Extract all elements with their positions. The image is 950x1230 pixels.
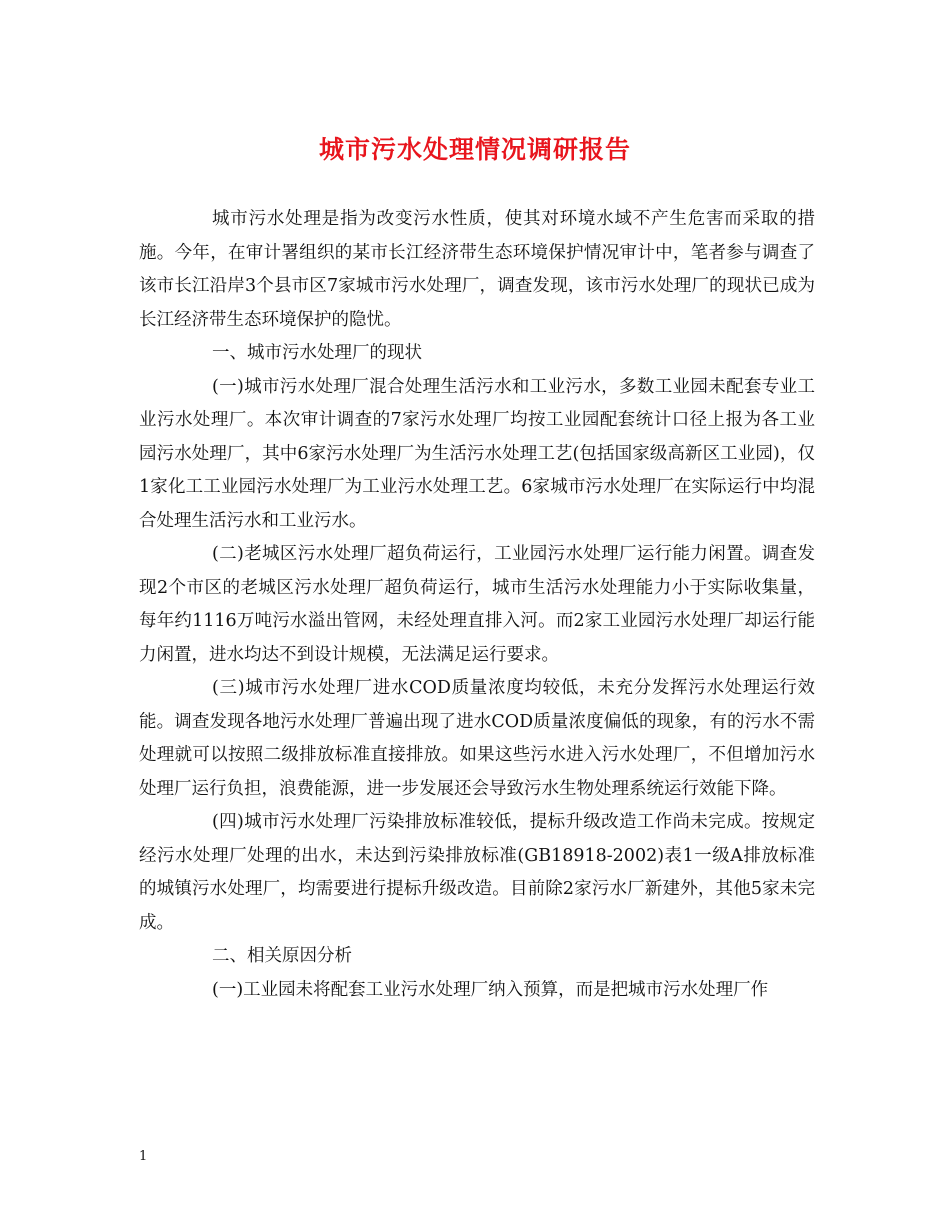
section-heading-2: 二、相关原因分析 xyxy=(212,946,352,966)
document-body xyxy=(139,203,815,1007)
paragraph-status-4: (四)城市污水处理厂污染排放标准较低，提标升级改造工作尚未完成。按规定经污水处理厂处理的出水，未达到污染排放标准(GB18918-2002)表1一级A排放标准的城镇污水处理厂，均需要进行提标升级改造。目前除2家污水厂新建外，其他5家未完成。 xyxy=(139,812,815,933)
paragraph-cause-1: (一)工业园未将配套工业污水处理厂纳入预算，而是把城市污水处理厂作 xyxy=(212,979,769,1000)
page-number: 1 xyxy=(139,1149,148,1164)
paragraph-status-2: (二)老城区污水处理厂超负荷运行，工业园污水处理厂运行能力闲置。调查发现2个市区的老城区污水处理厂超负荷运行，城市生活污水处理能力小于实际收集量，每年约1116万吨污水溢出管网，未经处理直排入河。而2家工业园污水处理厂却运行能力闲置，进水均达不到设计规模，无法满足运行要求。 xyxy=(139,544,815,665)
page-title: 城市污水处理情况调研报告 xyxy=(318,135,631,164)
section-heading-1: 一、城市污水处理厂的现状 xyxy=(212,343,422,363)
paragraph-status-3: (三)城市污水处理厂进水COD质量浓度均较低，未充分发挥污水处理运行效能。调查发现各地污水处理厂普遍出现了进水COD质量浓度偏低的现象，有的污水不需处理就可以按照二级排放标准直接排放。如果这些污水进入污水处理厂，不但增加污水处理厂运行负担，浪费能源，进一步发展还会导致污水生物处理系统运行效能下降。 xyxy=(139,678,815,799)
paragraph-status-1: (一)城市污水处理厂混合处理生活污水和工业污水，多数工业园未配套专业工业污水处理厂。本次审计调查的7家污水处理厂均按工业园配套统计口径上报为各工业园污水处理厂，其中6家污水处理厂为生活污水处理工艺(包括国家级高新区工业园)，仅1家化工工业园污水处理厂为工业污水处理工艺。6家城市污水处理厂在实际运行中均混合处理生活污水和工业污水。 xyxy=(139,376,815,531)
intro-paragraph: 城市污水处理是指为改变污水性质，使其对环境水域不产生危害而采取的措施。今年，在审计署组织的某市长江经济带生态环境保护情况审计中，笔者参与调查了该市长江沿岸3个县市区7家城市污水处理厂，调查发现，该市污水处理厂的现状已成为长江经济带生态环境保护的隐忧。 xyxy=(139,209,815,330)
